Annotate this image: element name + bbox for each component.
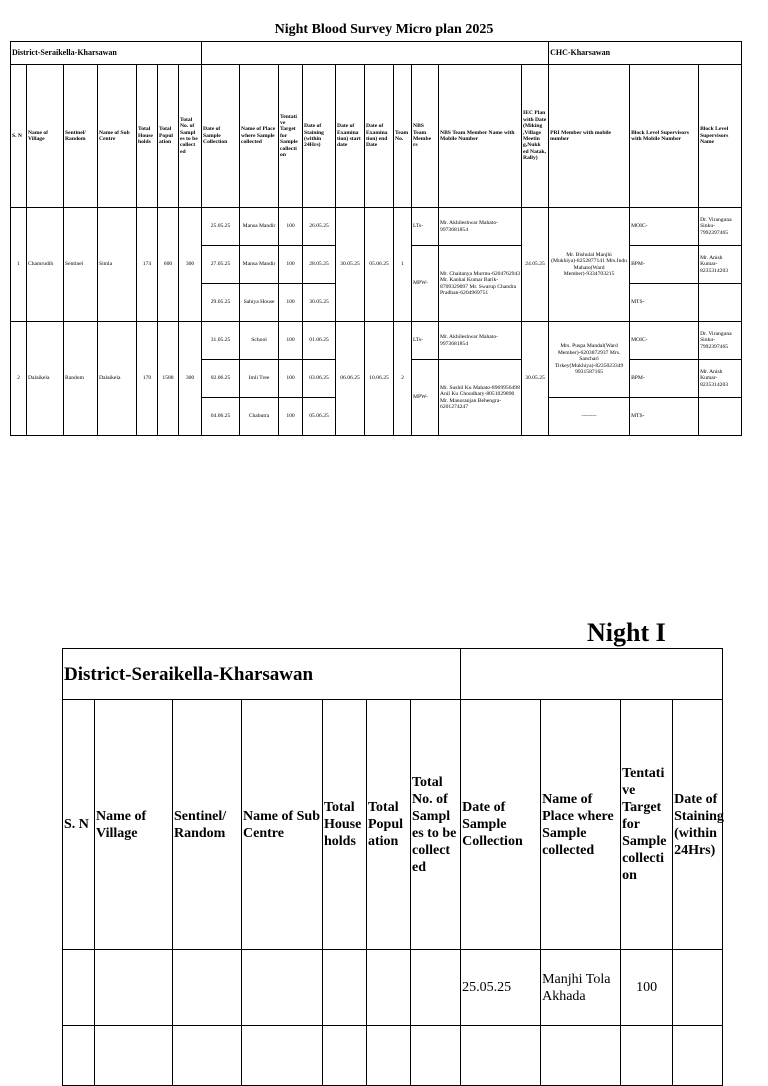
col-header-block-sup-mobile: Block Level Supervisors with Mobile Number bbox=[630, 65, 699, 208]
zoomed-row-type bbox=[173, 950, 242, 1026]
session-place: Chabutra bbox=[240, 398, 279, 436]
row-subcentre: Dalaikela bbox=[98, 322, 137, 436]
zoomed-page-title: Night I bbox=[587, 618, 666, 647]
zoomed-header-spacer bbox=[461, 649, 723, 700]
row-iec-date: 30.05.25 bbox=[522, 322, 549, 436]
zoomed-district-label: District-Seraikella-Kharsawan bbox=[63, 649, 461, 700]
row-team-no: 1 bbox=[394, 208, 412, 322]
zoomed-row-subcentre bbox=[242, 950, 323, 1026]
team-names: Mr. Sushil Ku Mahato-8969956498 Anil Ku Choudhary-8051029890 Mr. Manoranjan Behengra-6201274247 bbox=[439, 360, 522, 436]
row-samples: 300 bbox=[179, 322, 202, 436]
col-header-exam-end: Date of Examina tion) end Date bbox=[365, 65, 394, 208]
col-header-sn: S. N bbox=[11, 65, 27, 208]
zoomed-page-view bbox=[0, 600, 724, 1024]
row-team-no: 2 bbox=[394, 322, 412, 436]
zoomed-col-header-sentinel: Sentinel/ Random bbox=[173, 700, 242, 950]
zoomed-col-header-sn: S. N bbox=[63, 700, 95, 950]
col-header-village: Name of Village bbox=[27, 65, 64, 208]
row-samples: 300 bbox=[179, 208, 202, 322]
zoomed-session-staining bbox=[673, 950, 723, 1026]
supervisor-post: MOIC- bbox=[630, 208, 699, 246]
session-date: 04.06.25 bbox=[202, 398, 240, 436]
session-place: Sahiya House bbox=[240, 284, 279, 322]
team-names: Mr. Chaitanya Murmu-6204762943 Mr. Kanhai Kumar Barik-8709329097 Mr. Swarup Chandra Pradhan-6204969751 bbox=[439, 246, 522, 322]
supervisor-post: BPM- bbox=[630, 246, 699, 284]
col-header-population: Total Popul ation bbox=[158, 65, 179, 208]
col-header-target: Tentati ve Target for Sample collecti on bbox=[279, 65, 303, 208]
team-names: Mr. Akhileshwar Mahato-9973681854 bbox=[439, 208, 522, 246]
col-header-pri: PRI Member with mobile number bbox=[549, 65, 630, 208]
col-header-nbs-leader: NBS Team Member Name with Mobile Number bbox=[439, 65, 522, 208]
session-target: 100 bbox=[279, 208, 303, 246]
row-population: 1588 bbox=[158, 322, 179, 436]
supervisor-name: Mr. Anish Kumar-8235314203 bbox=[699, 246, 742, 284]
zoomed-col-header-date-collection: Date of Sample Collection bbox=[461, 700, 541, 950]
session-date: 02.06.25 bbox=[202, 360, 240, 398]
supervisor-name: Dr. Viranguna Sinku-7992397465 bbox=[699, 208, 742, 246]
zoomed-session-target: 100 bbox=[621, 950, 673, 1026]
session-target: 100 bbox=[279, 360, 303, 398]
session-date: 29.05.25 bbox=[202, 284, 240, 322]
row-pri: Mrs. Puspa Mandal(Ward Member)-6203872937 Mrs. Sanchari Tirkey(Mukhiya)-8235023349 9931587165 bbox=[549, 322, 630, 398]
supervisor-post: MTS- bbox=[630, 398, 699, 436]
page-title: Night Blood Survey Micro plan 2025 bbox=[274, 22, 494, 37]
session-place: School bbox=[240, 322, 279, 360]
pri-placeholder: -------- bbox=[549, 398, 630, 436]
session-staining: 05.06.25 bbox=[303, 398, 336, 436]
session-target: 100 bbox=[279, 284, 303, 322]
zoomed-col-header-staining: Date of Staining (within 24Hrs) bbox=[673, 700, 723, 950]
supervisor-post: MOIC- bbox=[630, 322, 699, 360]
row-iec-date: 24.05.25 bbox=[522, 208, 549, 322]
zoomed-microplan-table bbox=[62, 648, 723, 1086]
col-header-place: Name of Place where Sample collected bbox=[240, 65, 279, 208]
supervisor-name bbox=[699, 398, 742, 436]
zoomed-session-place: Manjhi Tola Akhada bbox=[541, 950, 621, 1026]
supervisor-name: Mr. Anish Kumar-8235314203 bbox=[699, 360, 742, 398]
zoomed-col-header-population: Total Popul ation bbox=[367, 700, 411, 950]
team-role: LTs- bbox=[412, 322, 439, 360]
microplan-table bbox=[10, 41, 742, 436]
row-pri: Mr. Bishulal Manjhi (Mukhiya)-8252877141 Mrs.Indu Mahato(Ward Member)-9334703215 bbox=[549, 208, 630, 322]
team-role: LTs- bbox=[412, 208, 439, 246]
session-target: 100 bbox=[279, 398, 303, 436]
zoomed-row-village bbox=[95, 950, 173, 1026]
team-role: MPW- bbox=[412, 360, 439, 436]
supervisor-post: BPM- bbox=[630, 360, 699, 398]
zoomed-col-header-target: Tentati ve Target for Sample collecti on bbox=[621, 700, 673, 950]
header-spacer bbox=[202, 42, 549, 65]
col-header-iec: IEC Plan with Date (Miking ,Village Meetin g,Nukk ed Natak, Rally) bbox=[522, 65, 549, 208]
session-place: Mansa Mandir bbox=[240, 208, 279, 246]
row-subcentre: Simla bbox=[98, 208, 137, 322]
supervisor-name bbox=[699, 284, 742, 322]
zoomed-col-header-households: Total House holds bbox=[323, 700, 367, 950]
row-households: 174 bbox=[137, 208, 158, 322]
row-type: Sentinel bbox=[64, 208, 98, 322]
session-target: 100 bbox=[279, 246, 303, 284]
zoomed-col-header-place: Name of Place where Sample collected bbox=[541, 700, 621, 950]
row-village: Dalaikela bbox=[27, 322, 64, 436]
session-staining: 30.05.25 bbox=[303, 284, 336, 322]
zoomed-session-date: 25.05.25 bbox=[461, 950, 541, 1026]
col-header-exam-start: Date of Examina tion) start date bbox=[336, 65, 365, 208]
col-header-block-sup-name: Block Level Supervisors Name bbox=[699, 65, 742, 208]
session-place: Mansa Mandir bbox=[240, 246, 279, 284]
session-place: Imli Tree bbox=[240, 360, 279, 398]
col-header-team-no: Team No. bbox=[394, 65, 412, 208]
session-staining: 26.05.25 bbox=[303, 208, 336, 246]
col-header-nbs-members: NBS Team Membe rs bbox=[412, 65, 439, 208]
session-date: 27.05.25 bbox=[202, 246, 240, 284]
row-exam-start: 30.05.25 bbox=[336, 208, 365, 322]
row-village: Chamrudih bbox=[27, 208, 64, 322]
supervisor-name: Dr. Viranguna Sinku-7992397465 bbox=[699, 322, 742, 360]
col-header-date-collection: Date of Sample Collection bbox=[202, 65, 240, 208]
zoomed-row-households bbox=[323, 950, 367, 1026]
col-header-households: Total House holds bbox=[137, 65, 158, 208]
zoomed-row-population bbox=[367, 950, 411, 1026]
zoomed-col-header-subcentre: Name of Sub Centre bbox=[242, 700, 323, 950]
session-target: 100 bbox=[279, 322, 303, 360]
row-sn: 2 bbox=[11, 322, 27, 436]
col-header-subcentre: Name of Sub Centre bbox=[98, 65, 137, 208]
zoomed-row-sn bbox=[63, 950, 95, 1026]
row-exam-end: 10.06.25 bbox=[365, 322, 394, 436]
col-header-samples: Total No. of Sampl es to be collect ed bbox=[179, 65, 202, 208]
row-sn: 1 bbox=[11, 208, 27, 322]
chc-label: CHC-Kharsawan bbox=[549, 42, 742, 65]
supervisor-post: MTS- bbox=[630, 284, 699, 322]
session-staining: 01.06.25 bbox=[303, 322, 336, 360]
session-date: 31.05.25 bbox=[202, 322, 240, 360]
row-population: 600 bbox=[158, 208, 179, 322]
row-type: Random bbox=[64, 322, 98, 436]
row-exam-start: 06.06.25 bbox=[336, 322, 365, 436]
district-label: District-Seraikella-Kharsawan bbox=[11, 42, 202, 65]
zoomed-col-header-village: Name of Village bbox=[95, 700, 173, 950]
team-names: Mr. Akhileshwar Mahato-9973681854 bbox=[439, 322, 522, 360]
zoomed-row-samples bbox=[411, 950, 461, 1026]
row-exam-end: 05.06.25 bbox=[365, 208, 394, 322]
row-households: 170 bbox=[137, 322, 158, 436]
session-date: 25.05.25 bbox=[202, 208, 240, 246]
zoomed-col-header-samples: Total No. of Sampl es to be collect ed bbox=[411, 700, 461, 950]
session-staining: 03.06.25 bbox=[303, 360, 336, 398]
col-header-staining: Date of Staining (within 24Hrs) bbox=[303, 65, 336, 208]
col-header-sentinel: Sentinel/ Random bbox=[64, 65, 98, 208]
session-staining: 28.05.25 bbox=[303, 246, 336, 284]
team-role: MPW- bbox=[412, 246, 439, 322]
